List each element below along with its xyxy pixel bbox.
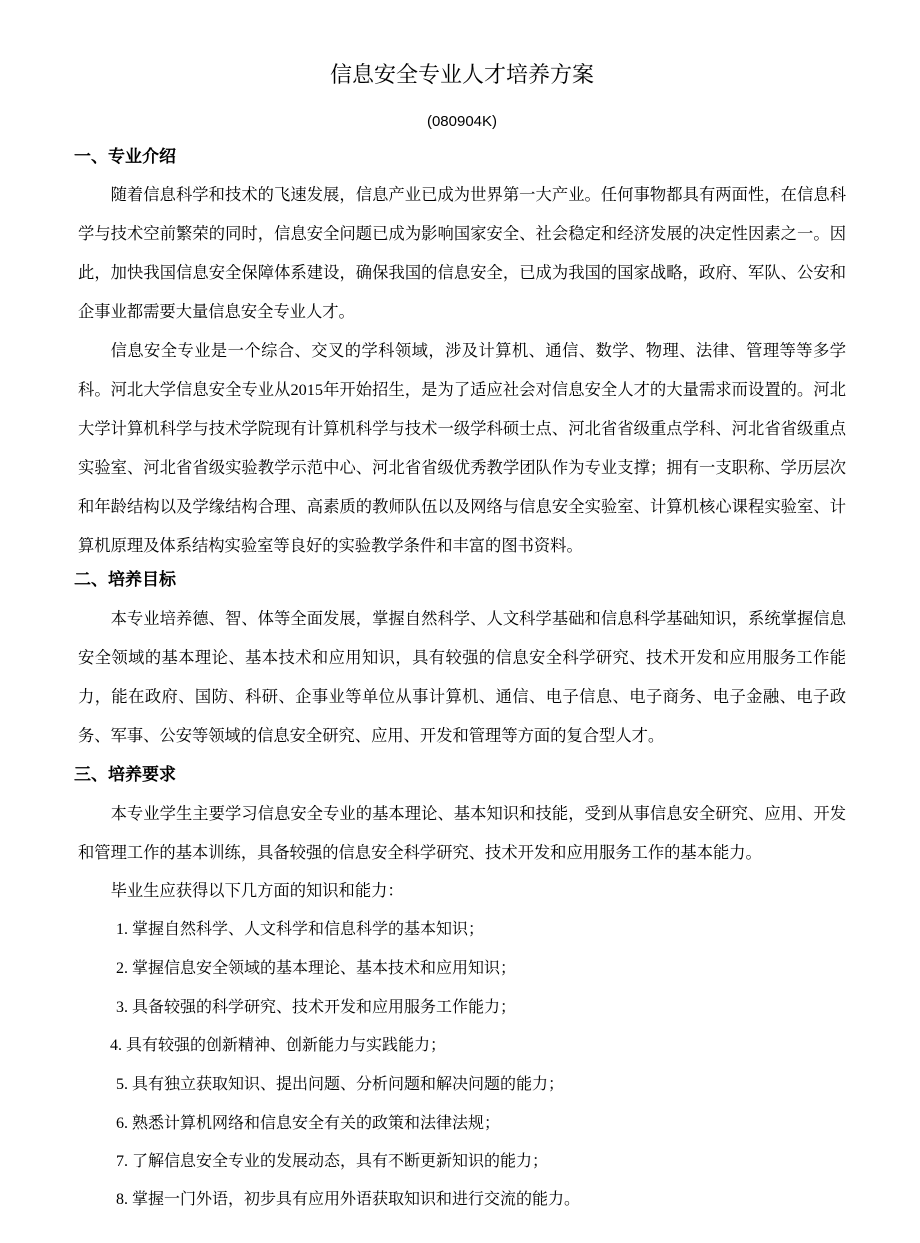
paragraph: 本专业学生主要学习信息安全专业的基本理论、基本知识和技能，受到从事信息安全研究、应用、开发和管理工作的基本训练，具备较强的信息安全科学研究、技术开发和应用服务工作的基本能力。 bbox=[78, 804, 846, 862]
paragraph: 随着信息科学和技术的飞速发展，信息产业已成为世界第一大产业。任何事物都具有两面性，在信息科学与技术空前繁荣的同时，信息安全问题已成为影响国家安全、社会稳定和经济发展的决定性因素之一。因此，加快我国信息安全保障体系建设，确保我国的信息安全，已成为我国的国家战略，政府、军队、公安和企事业都需要大量信息安全专业人才。 bbox=[78, 185, 846, 321]
paragraph: 本专业培养德、智、体等全面发展，掌握自然科学、人文科学基础和信息科学基础知识，系统掌握信息安全领域的基本理论、基本技术和应用知识，具有较强的信息安全科学研究、技术开发和应用服务工作能力，能在政府、国防、科研、企事业等单位从事计算机、通信、电子信息、电子商务、电子金融、电子政务、军事、公安等领域的信息安全研究、应用、开发和管理等方面的复合型人才。 bbox=[78, 609, 846, 745]
paragraph: 毕业生应获得以下几方面的知识和能力： bbox=[110, 881, 404, 900]
section-heading-requirements: 三、培养要求 bbox=[74, 765, 176, 784]
program-code: (080904K) bbox=[426, 113, 498, 130]
list-item: 4. 具有较强的创新精神、创新能力与实践能力； bbox=[110, 1037, 447, 1054]
paragraph: 信息安全专业是一个综合、交叉的学科领域，涉及计算机、通信、数学、物理、法律、管理等等多学科。河北大学信息安全专业从2015年开始招生，是为了适应社会对信息安全人才的大量需求而设置的。河北大学计算机科学与技术学院现有计算机科学与技术一级学科硕士点、河北省省级重点学科、河北省省级重点实验室、河北省省级实验教学示范中心、河北省省级优秀教学团队作为专业支撑；拥有一支职称、学历层次和年龄结构以及学缘结构合理、高素质的教师队伍以及网络与信息安全实验室、计算机核心课程实验室、计算机原理及体系结构实验室等良好的实验教学条件和丰富的图书资料。 bbox=[78, 341, 846, 555]
list-item: 3. 具备较强的科学研究、技术开发和应用服务工作能力； bbox=[116, 999, 517, 1016]
list-item: 1. 掌握自然科学、人文科学和信息科学的基本知识； bbox=[116, 921, 485, 938]
list-item: 6. 熟悉计算机网络和信息安全有关的政策和法律法规； bbox=[116, 1115, 501, 1132]
list-item: 2. 掌握信息安全领域的基本理论、基本技术和应用知识； bbox=[116, 960, 517, 977]
list-item: 5. 具有独立获取知识、提出问题、分析问题和解决问题的能力； bbox=[116, 1076, 565, 1093]
section-heading-objectives: 二、培养目标 bbox=[74, 570, 176, 589]
document-title: 信息安全专业人才培养方案 bbox=[329, 62, 594, 87]
list-item: 7. 了解信息安全专业的发展动态，具有不断更新知识的能力； bbox=[116, 1153, 549, 1170]
list-item: 8. 掌握一门外语，初步具有应用外语获取知识和进行交流的能力。 bbox=[116, 1191, 581, 1208]
section-heading-introduction: 一、专业介绍 bbox=[74, 147, 176, 166]
